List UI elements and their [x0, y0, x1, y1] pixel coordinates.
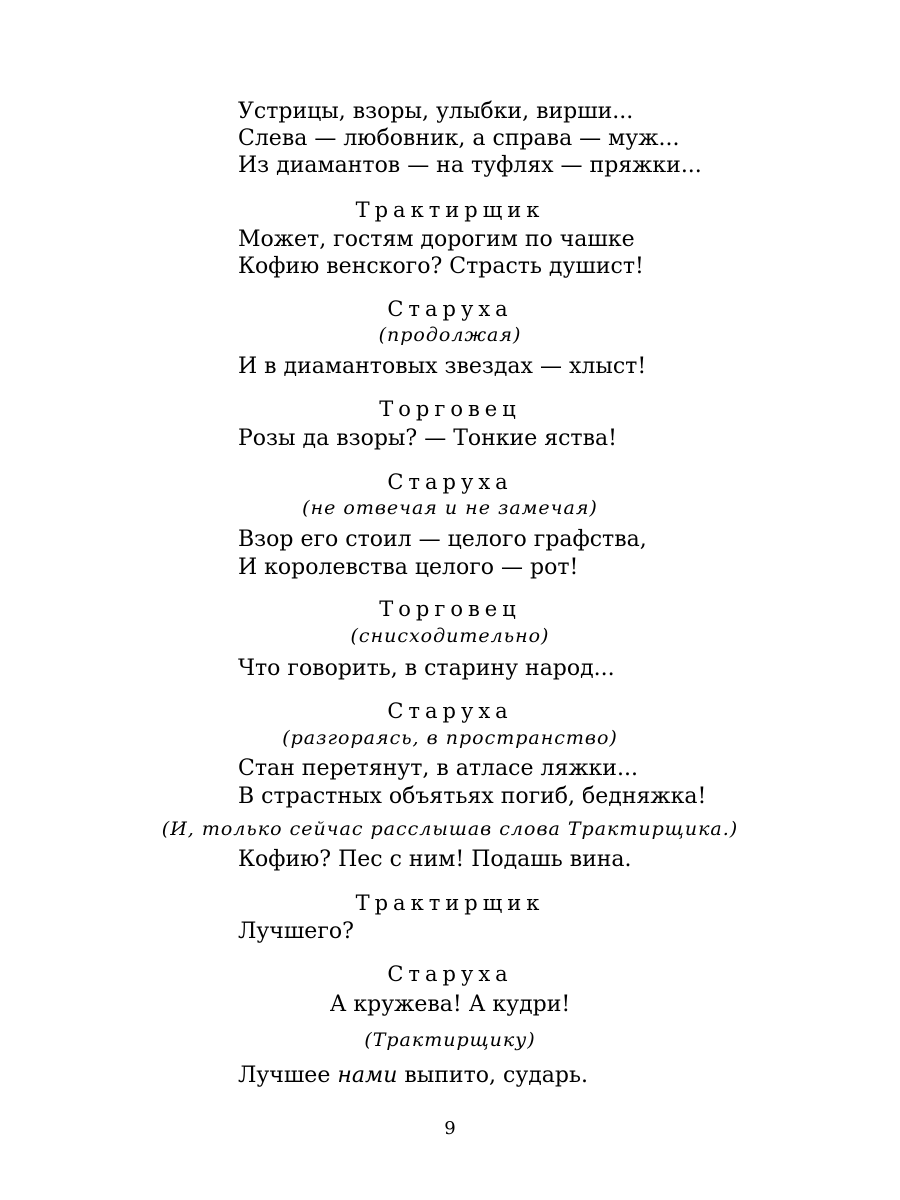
speaker-name: Старуха [387, 297, 513, 321]
verse-line: Может, гостям дорогим по чашке [238, 227, 635, 252]
speaker-name: Торговец [379, 397, 521, 421]
stage-direction: (не отвечая и не замечая) [302, 497, 598, 519]
stage-direction: (разгораясь, в пространство) [282, 727, 618, 749]
verse-text: выпито, сударь. [397, 1063, 588, 1088]
verse-line: Из диамантов — на туфлях — пряжки... [238, 153, 702, 178]
stage-direction: (Трактирщику) [364, 1029, 536, 1051]
speaker-name: Трактирщик [355, 891, 545, 915]
speaker-name: Старуха [387, 699, 513, 723]
verse-line: Лучшего? [238, 919, 354, 944]
verse-line-centered: А кружева! А кудри! [329, 992, 571, 1017]
verse-line: И королевства целого — рот! [238, 555, 579, 580]
stage-direction: (И, только сейчас расслышав слова Трактирщика.) [161, 818, 739, 840]
emphasis-text: нами [337, 1063, 398, 1088]
verse-line: Взор его стоил — целого графства, [238, 527, 647, 552]
verse-line: Розы да взоры? — Тонкие яства! [238, 426, 617, 451]
verse-line-last [238, 1063, 588, 1089]
verse-line: Слева — любовник, а справа — муж... [238, 126, 680, 151]
speaker-name: Старуха [387, 470, 513, 494]
verse-line: И в диамантовых звездах — хлыст! [238, 354, 647, 379]
speaker-name: Торговец [379, 597, 521, 621]
verse-line: Стан перетянут, в атласе ляжки... [238, 756, 638, 781]
verse-line: Кофию венского? Страсть душист! [238, 254, 644, 279]
verse-text: Лучшее [238, 1063, 338, 1088]
speaker-name: Старуха [387, 962, 513, 986]
verse-line: Устрицы, взоры, улыбки, вирши... [238, 99, 634, 124]
stage-direction: (продолжая) [378, 324, 522, 346]
page-number: 9 [444, 1118, 456, 1139]
verse-line: В страстных объятьях погиб, бедняжка! [238, 784, 707, 809]
speaker-name: Трактирщик [355, 198, 545, 222]
verse-line: Кофию? Пес с ним! Подашь вина. [238, 847, 632, 872]
verse-line: Что говорить, в старину народ... [238, 656, 615, 681]
stage-direction: (снисходительно) [350, 625, 550, 647]
